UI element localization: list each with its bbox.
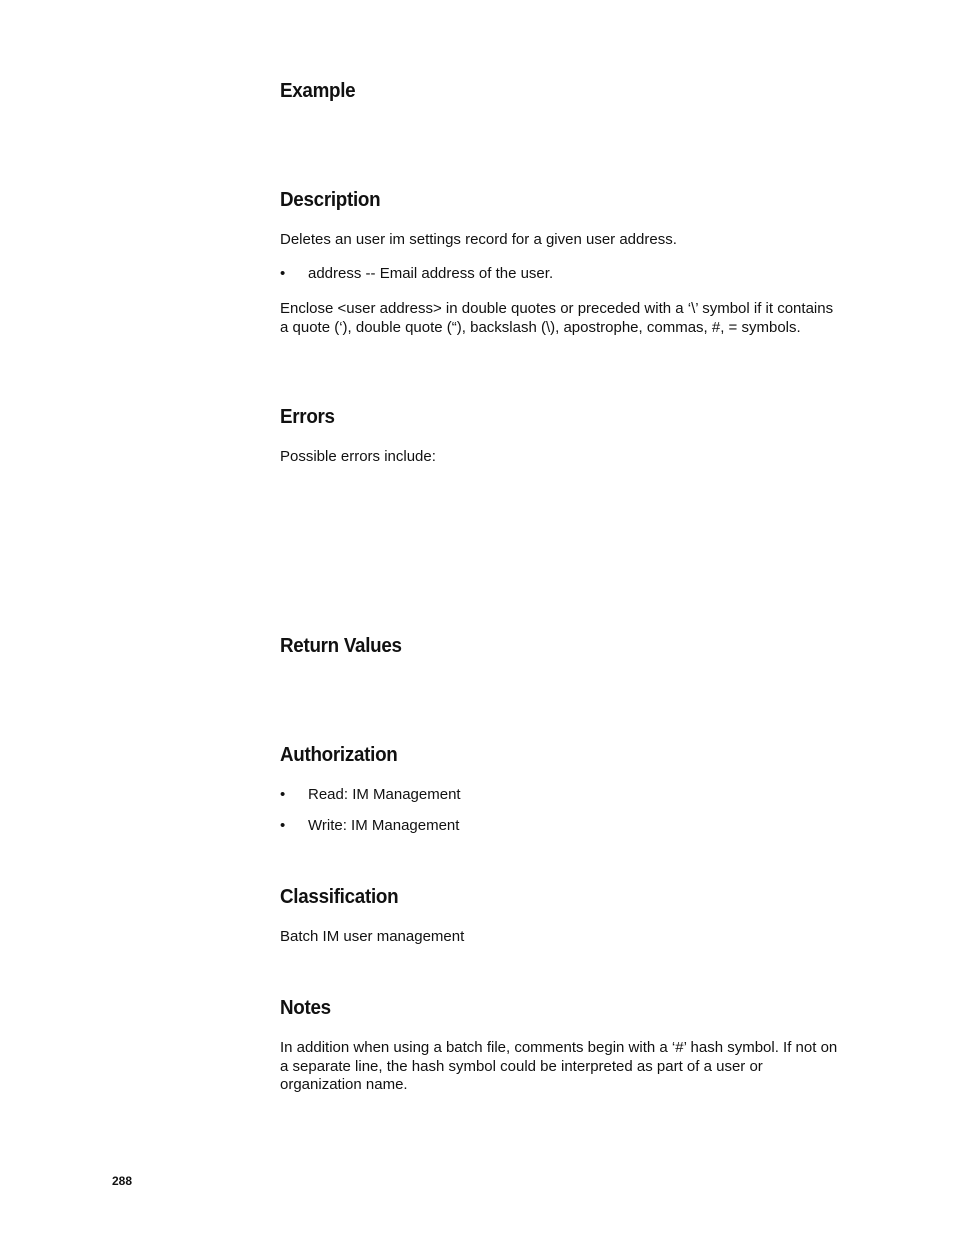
heading-classification: Classification [280, 886, 399, 908]
heading-errors: Errors [280, 406, 335, 428]
heading-notes: Notes [280, 997, 331, 1019]
description-intro: Deletes an user im settings record for a given user address. [280, 231, 677, 248]
page-number: 288 [112, 1174, 133, 1188]
authorization-write: Write: IM Management [308, 817, 460, 834]
heading-authorization: Authorization [280, 744, 398, 766]
heading-example: Example [280, 80, 356, 102]
classification-text: Batch IM user management [280, 928, 465, 945]
description-note: Enclose <user address> in double quotes or preceded with a ‘\’ symbol if it contains a quote (‘), double quote (“), backslash (\), apostrophe, commas, #, = symbols. [280, 300, 834, 336]
heading-description: Description [280, 189, 381, 211]
notes-text: In addition when using a batch file, comments begin with a ‘#’ hash symbol. If not on a separate line, the hash symbol could be interpreted as part of a user or organization name. [280, 1039, 838, 1093]
errors-text: Possible errors include: [280, 448, 436, 465]
description-bullet: address -- Email address of the user. [308, 265, 554, 282]
bullet-marker: • [280, 786, 286, 803]
authorization-read: Read: IM Management [308, 786, 461, 803]
heading-return-values: Return Values [280, 635, 402, 657]
bullet-marker: • [280, 817, 286, 834]
bullet-marker: • [280, 265, 286, 282]
